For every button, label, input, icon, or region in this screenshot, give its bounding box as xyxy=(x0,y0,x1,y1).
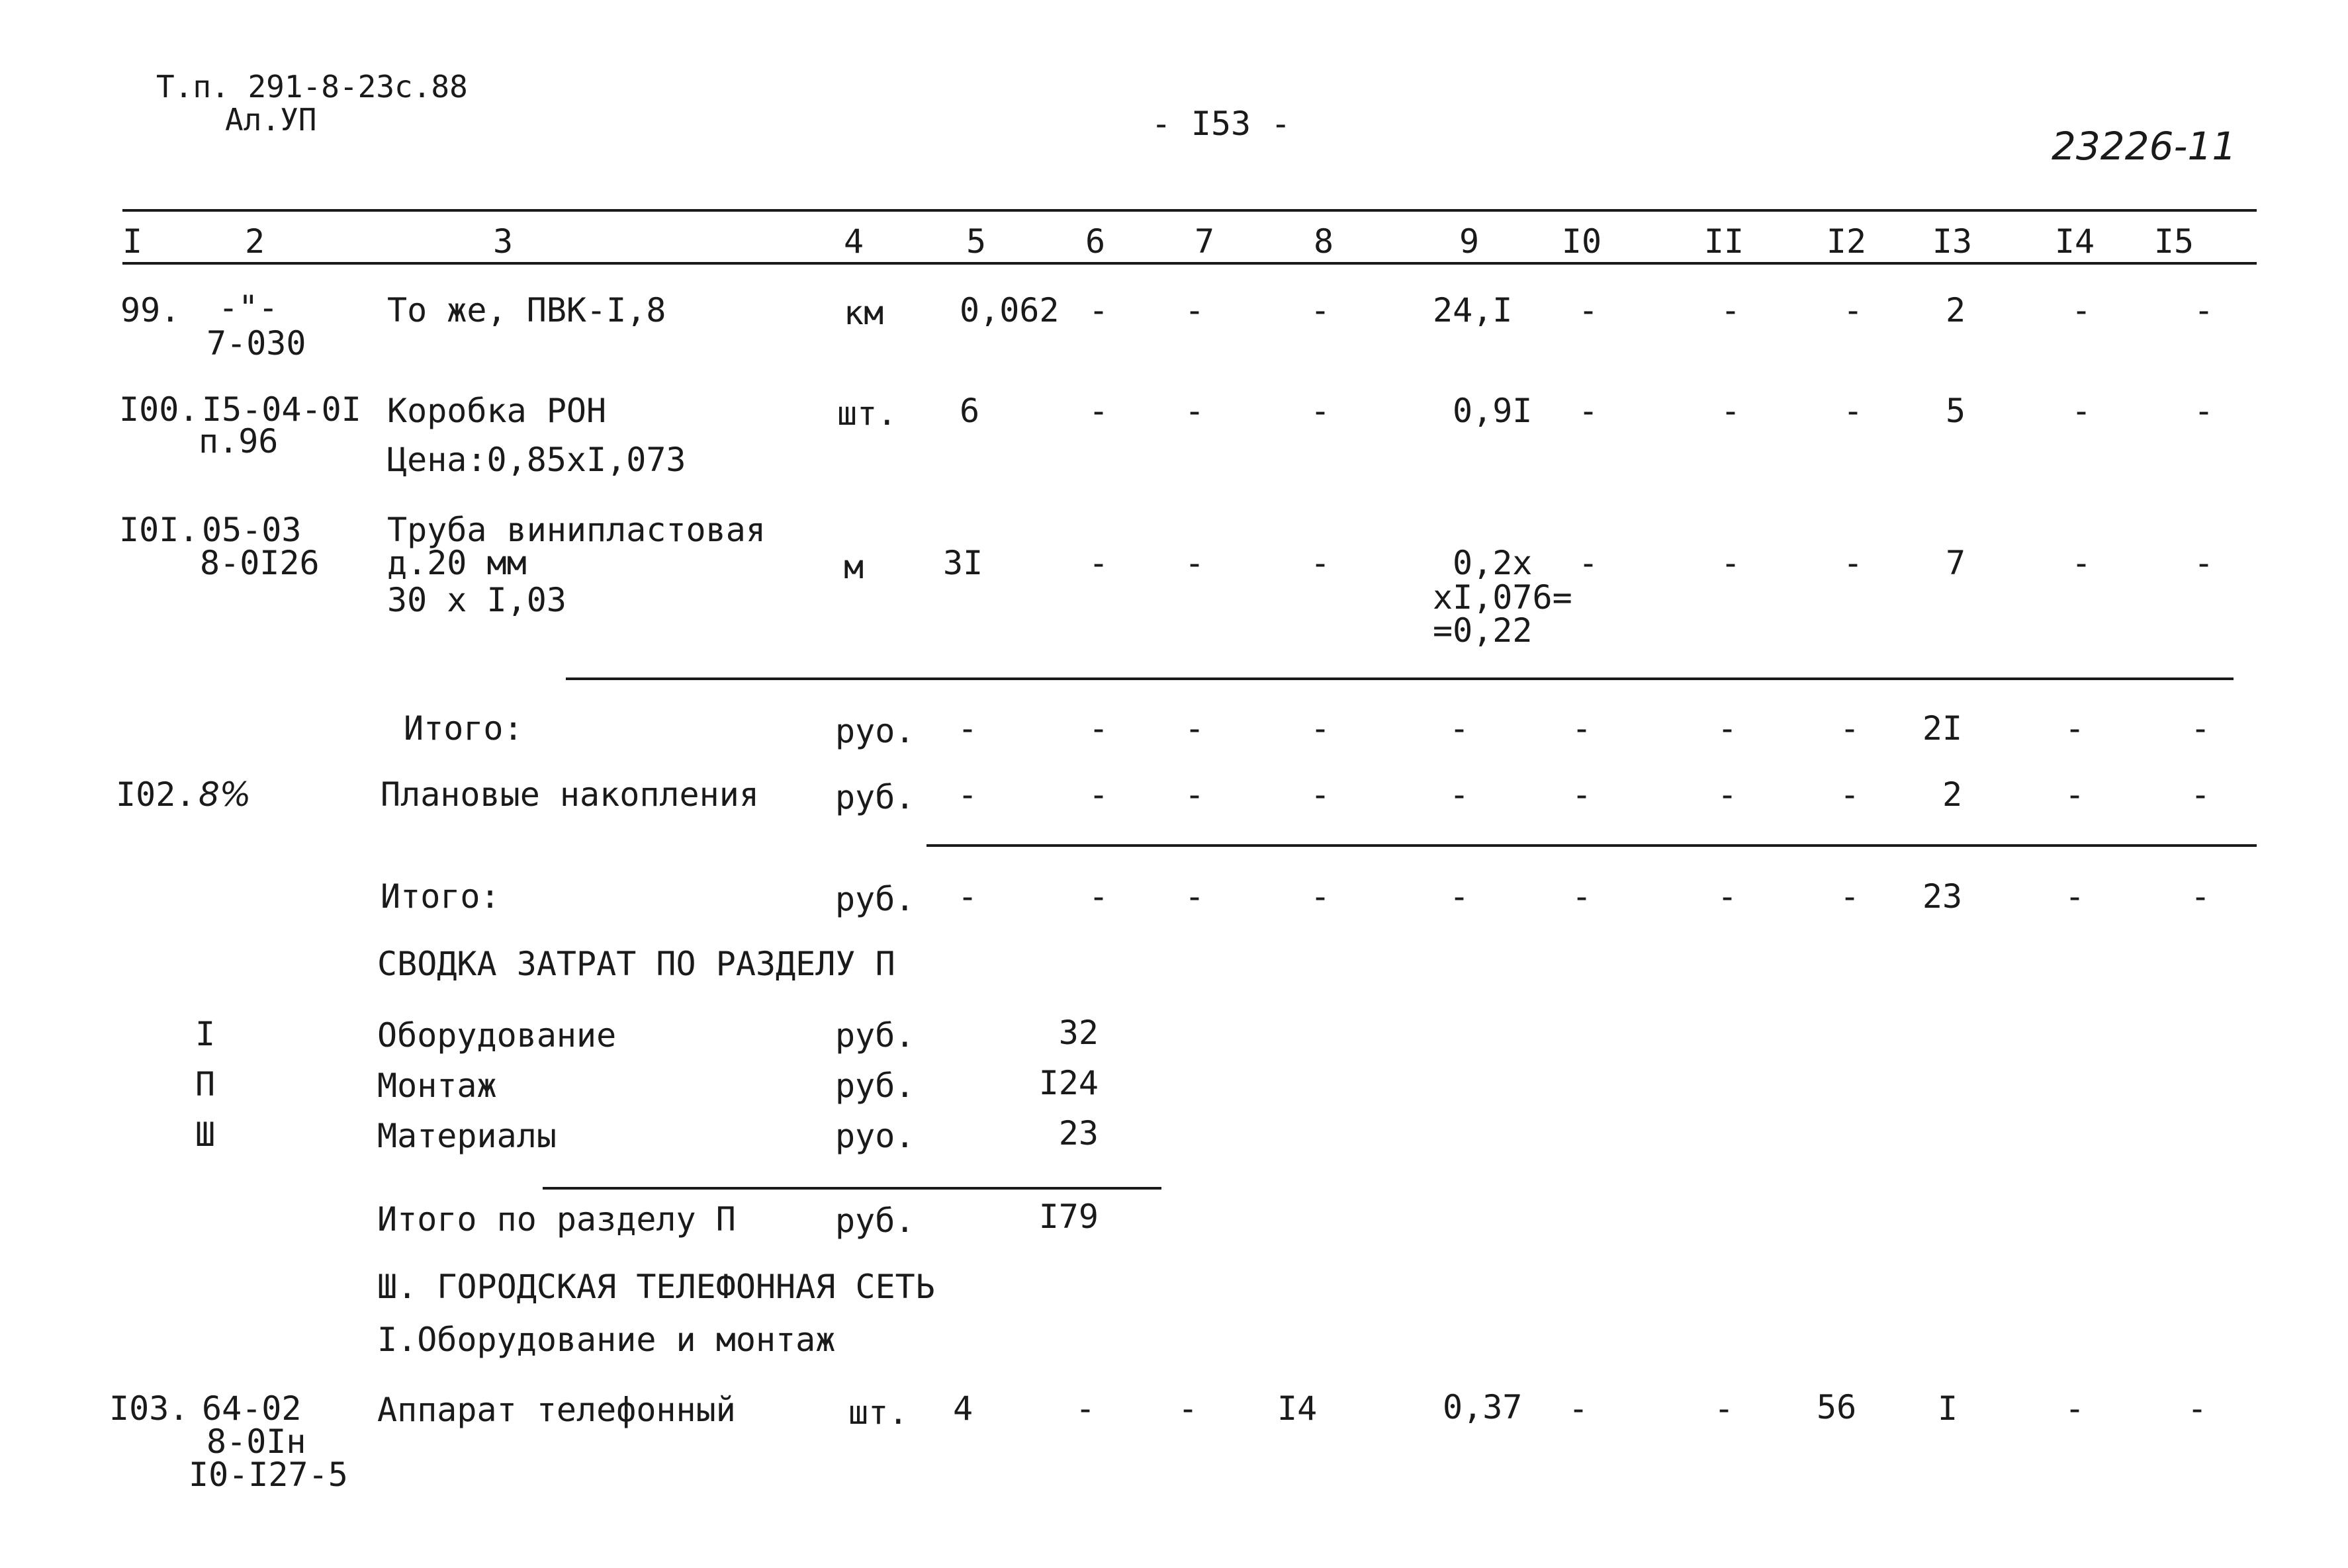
cell-9: 0,37 xyxy=(1443,1388,1523,1426)
col-header-6: 6 xyxy=(1085,222,1106,261)
cell-12: - xyxy=(1842,544,1864,582)
col-header-13: I3 xyxy=(1932,222,1973,261)
cell-8: I4 xyxy=(1277,1389,1318,1428)
cell-9-line2: хI,076= xyxy=(1433,578,1572,617)
cell-5: 4 xyxy=(953,1389,973,1428)
cell-13: 23 xyxy=(1922,877,1963,916)
cell-10: - xyxy=(1571,877,1592,916)
cell-13: 2 xyxy=(1942,775,1963,814)
summary-unit: руб. xyxy=(835,1067,915,1105)
cell-12: - xyxy=(1842,392,1864,430)
cell-8: - xyxy=(1310,544,1331,582)
row-name-line2: д.20 мм xyxy=(387,544,527,582)
cell-12: - xyxy=(1839,709,1860,748)
table-top-rule xyxy=(122,209,2257,212)
summary-title: СВОДКА ЗАТРАТ ПО РАЗДЕЛУ П xyxy=(377,945,895,983)
cell-13: 2 xyxy=(1945,291,1966,329)
row-name: Итого: xyxy=(381,877,500,916)
cell-5: - xyxy=(957,877,978,916)
summary-name: Монтаж xyxy=(377,1067,497,1105)
row-number: I00. xyxy=(119,390,199,429)
cell-14: - xyxy=(2064,1389,2085,1428)
cell-9: - xyxy=(1449,775,1470,814)
cell-12: 56 xyxy=(1817,1388,1857,1426)
summary-value: I24 xyxy=(1038,1064,1099,1102)
summary-unit: руб. xyxy=(835,1016,915,1055)
row-code-line3: I0-I27-5 xyxy=(189,1456,348,1494)
col-header-2: 2 xyxy=(244,222,265,261)
row-name: Коробка РОН xyxy=(387,392,607,430)
col-header-11: II xyxy=(1703,222,1744,261)
row-number: I02. xyxy=(116,775,196,814)
cell-7: - xyxy=(1177,1389,1198,1428)
cell-14: - xyxy=(2071,544,2092,582)
col-header-4: 4 xyxy=(843,222,864,261)
cell-10: - xyxy=(1578,291,1599,329)
cell-15: - xyxy=(2193,392,2214,430)
table-header-rule xyxy=(122,262,2257,265)
cell-13: I xyxy=(1938,1389,1958,1428)
summary-total-value: I79 xyxy=(1038,1198,1099,1236)
row-name: То же, ПВК-I,8 xyxy=(387,291,666,329)
cell-10: - xyxy=(1578,544,1599,582)
document-reference: Т.п. 291-8-23с.88 xyxy=(156,69,468,105)
summary-rule xyxy=(543,1187,1161,1190)
cell-5: 0,062 xyxy=(960,291,1060,329)
cell-8: - xyxy=(1310,392,1331,430)
cell-9: 0,2х xyxy=(1453,544,1533,582)
cell-6: - xyxy=(1075,1389,1096,1428)
section-subtitle: I.Оборудование и монтаж xyxy=(377,1321,836,1359)
cell-6: - xyxy=(1088,709,1109,748)
row-name-line2: Цена:0,85хI,073 xyxy=(387,441,686,479)
row-number: 99. xyxy=(120,291,181,329)
cell-11: - xyxy=(1717,877,1738,916)
cell-7: - xyxy=(1184,392,1205,430)
page-number: - I53 - xyxy=(1151,105,1291,143)
cell-8: - xyxy=(1310,291,1331,329)
summary-total-unit: руб. xyxy=(835,1201,915,1240)
row-code: 05-03 xyxy=(202,511,302,549)
col-header-8: 8 xyxy=(1313,222,1334,261)
cell-6: - xyxy=(1088,291,1109,329)
cell-6: - xyxy=(1088,877,1109,916)
row-code: I5-04-0I xyxy=(202,390,361,429)
cell-11: - xyxy=(1720,392,1741,430)
row-code-line2: 8-0Iн xyxy=(206,1422,306,1461)
cell-9: - xyxy=(1449,709,1470,748)
row-code: 8% xyxy=(199,775,251,814)
col-header-12: I2 xyxy=(1826,222,1867,261)
row-code-line2: 7-030 xyxy=(206,324,306,363)
cell-10: - xyxy=(1578,392,1599,430)
cell-8: - xyxy=(1310,877,1331,916)
cell-15: - xyxy=(2187,1389,2208,1428)
cell-5: 6 xyxy=(960,392,980,430)
cell-7: - xyxy=(1184,544,1205,582)
cell-11: - xyxy=(1713,1389,1735,1428)
cell-7: - xyxy=(1184,775,1205,814)
cell-15: - xyxy=(2193,291,2214,329)
cell-12: - xyxy=(1842,291,1864,329)
section-title: Ш. ГОРОДСКАЯ ТЕЛЕФОННАЯ СЕТЬ xyxy=(377,1268,935,1306)
col-header-1: I xyxy=(122,222,143,261)
cell-5: - xyxy=(957,775,978,814)
cell-14: - xyxy=(2064,709,2085,748)
cell-7: - xyxy=(1184,291,1205,329)
row-unit: шт. xyxy=(848,1393,909,1432)
row-unit: км xyxy=(844,294,884,332)
row-name: Труба винипластовая xyxy=(387,511,766,549)
archive-stamp: 23226-11 xyxy=(2052,124,2237,169)
row-code: -"- xyxy=(218,288,279,327)
cell-11: - xyxy=(1720,544,1741,582)
cell-6: - xyxy=(1088,392,1109,430)
cell-14: - xyxy=(2064,877,2085,916)
col-header-10: I0 xyxy=(1561,222,1602,261)
cell-13: 5 xyxy=(1945,392,1966,430)
cell-15: - xyxy=(2193,544,2214,582)
cell-11: - xyxy=(1717,709,1738,748)
total-rule xyxy=(926,844,2257,847)
cell-8: - xyxy=(1310,775,1331,814)
row-unit: шт. xyxy=(837,394,897,433)
summary-value: 32 xyxy=(1058,1014,1099,1052)
row-code-line2: 8-0I26 xyxy=(200,544,320,582)
row-unit: руб. xyxy=(835,880,915,918)
summary-value: 23 xyxy=(1058,1114,1099,1153)
summary-roman: П xyxy=(195,1065,216,1104)
row-name: Аппарат телефонный xyxy=(377,1391,736,1429)
cell-10: - xyxy=(1568,1389,1589,1428)
cell-12: - xyxy=(1839,877,1860,916)
cell-14: - xyxy=(2064,775,2085,814)
col-header-7: 7 xyxy=(1194,222,1215,261)
cell-6: - xyxy=(1088,544,1109,582)
summary-name: Оборудование xyxy=(377,1016,617,1055)
cell-12: - xyxy=(1839,775,1860,814)
summary-roman: Ш xyxy=(195,1115,216,1154)
col-header-9: 9 xyxy=(1459,222,1480,261)
cell-6: - xyxy=(1088,775,1109,814)
cell-9: 0,9I xyxy=(1453,392,1533,430)
cell-5: - xyxy=(957,709,978,748)
cell-9: - xyxy=(1449,877,1470,916)
cell-11: - xyxy=(1720,291,1741,329)
cell-10: - xyxy=(1571,709,1592,748)
col-header-3: 3 xyxy=(492,222,514,261)
cell-15: - xyxy=(2190,877,2211,916)
album-reference: Ал.УП xyxy=(225,102,317,138)
row-number: I0I. xyxy=(119,511,199,549)
cell-11: - xyxy=(1717,775,1738,814)
col-header-15: I5 xyxy=(2153,222,2194,261)
row-code: 64-02 xyxy=(202,1389,302,1428)
row-unit: м xyxy=(844,548,864,586)
cell-15: - xyxy=(2190,775,2211,814)
row-name: Плановые накопления xyxy=(381,775,759,814)
cell-15: - xyxy=(2190,709,2211,748)
cell-9-line3: =0,22 xyxy=(1433,611,1533,650)
col-header-5: 5 xyxy=(966,222,987,261)
summary-roman: I xyxy=(195,1015,216,1053)
cell-8: - xyxy=(1310,709,1331,748)
subtotal-rule xyxy=(566,677,2234,680)
cell-7: - xyxy=(1184,709,1205,748)
col-header-14: I4 xyxy=(2054,222,2095,261)
summary-name: Материалы xyxy=(377,1117,557,1155)
row-unit: руо. xyxy=(835,712,915,750)
cell-14: - xyxy=(2071,392,2092,430)
row-name: Итого: xyxy=(404,709,523,748)
cell-7: - xyxy=(1184,877,1205,916)
row-unit: руб. xyxy=(835,778,915,816)
cell-9: 24,I xyxy=(1433,291,1513,329)
summary-unit: руо. xyxy=(835,1117,915,1155)
cell-13: 7 xyxy=(1945,544,1966,582)
row-name-line3: 30 х I,03 xyxy=(387,581,566,619)
row-code-line2: п.96 xyxy=(199,422,279,460)
cell-14: - xyxy=(2071,291,2092,329)
summary-total-name: Итого по разделу П xyxy=(377,1200,736,1239)
row-number: I03. xyxy=(109,1389,189,1428)
cell-10: - xyxy=(1571,775,1592,814)
cell-5: 3I xyxy=(943,544,983,582)
cell-13: 2I xyxy=(1922,709,1963,748)
